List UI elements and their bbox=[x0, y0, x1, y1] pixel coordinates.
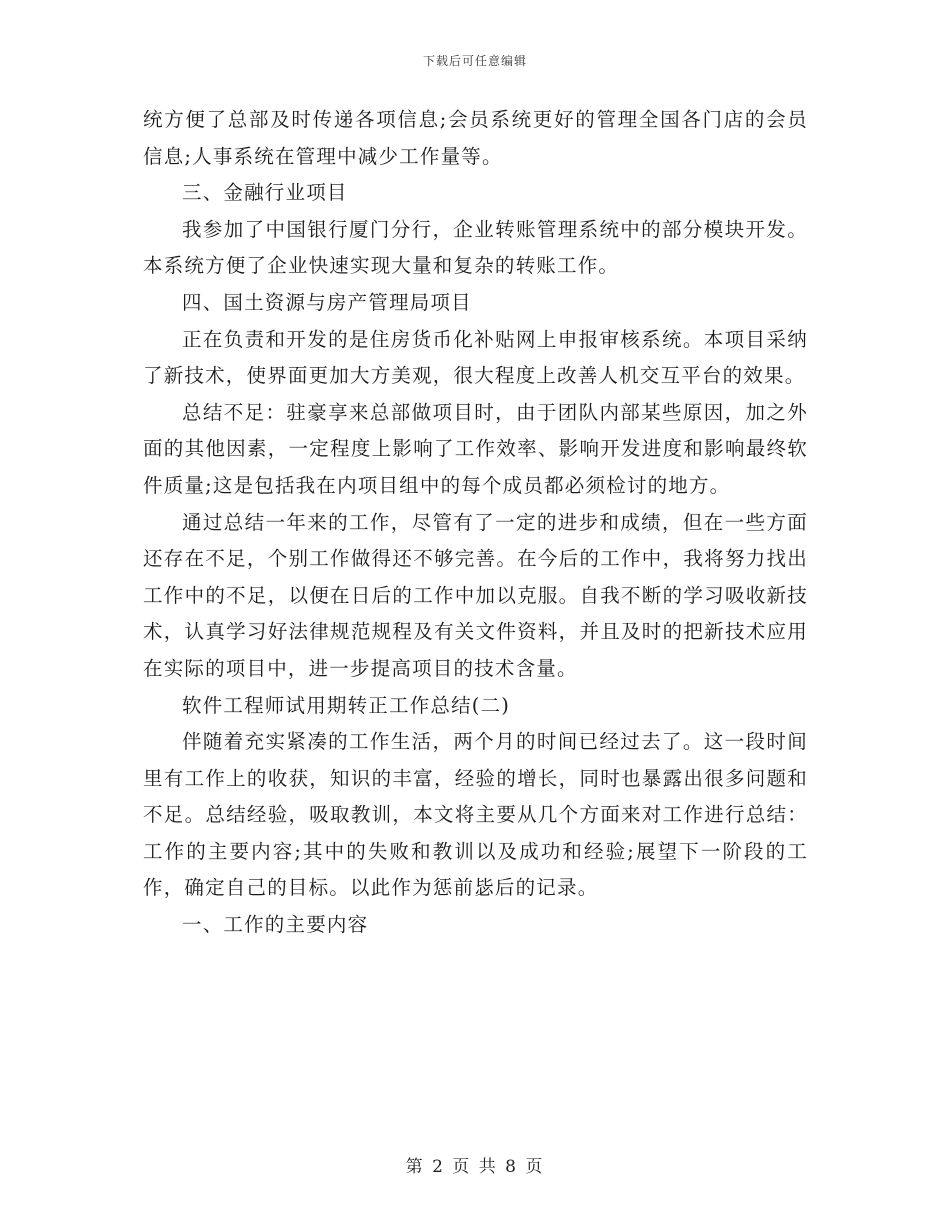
page-number: 第 2 页 共 8 页 bbox=[405, 1157, 545, 1177]
page-header: 下载后可任意编辑 bbox=[422, 54, 527, 68]
paragraph: 通过总结一年来的工作，尽管有了一定的进步和成绩，但在一些方面还存在不足，个别工作做得还不够完善。在今后的工作中，我将努力找出工作中的不足，以便在日后的工作中加以克服。自我不断的学习吸收新技术，认真学习好法律规范规程及有关文件资料，并且及时的把新技术应用在实际的项目中，进一步提高项目的技术含量。 bbox=[143, 510, 808, 680]
paragraph: 伴随着充实紧凑的工作生活，两个月的时间已经过去了。这一段时间里有工作上的收获，知识的丰富，经验的增长，同时也暴露出很多问题和不足。总结经验，吸取教训，本文将主要从几个方面来对工作进行总结：工作的主要内容;其中的失败和教训以及成功和经验;展望下一阶段的工作，确定自己的目标。以此作为惩前毖后的记录。 bbox=[143, 730, 808, 900]
paragraph: 我参加了中国银行厦门分行，企业转账管理系统中的部分模块开发。本系统方便了企业快速实现大量和复杂的转账工作。 bbox=[143, 217, 808, 278]
document-subtitle: 软件工程师试用期转正工作总结(二) bbox=[182, 693, 511, 717]
paragraph: 统方便了总部及时传递各项信息;会员系统更好的管理全国各门店的会员信息;人事系统在管理中减少工作量等。 bbox=[143, 108, 808, 168]
section-heading: 四、国土资源与房产管理局项目 bbox=[182, 290, 472, 314]
section-heading: 一、工作的主要内容 bbox=[182, 913, 369, 937]
section-heading: 三、金融行业项目 bbox=[182, 181, 348, 205]
paragraph: 正在负责和开发的是住房货币化补贴网上申报审核系统。本项目采纳了新技术，使界面更加大方美观，很大程度上改善人机交互平台的效果。 bbox=[143, 327, 808, 388]
paragraph: 总结不足：驻豪享来总部做项目时，由于团队内部某些原因，加之外面的其他因素，一定程度上影响了工作效率、影响开发进度和影响最终软件质量;这是包括我在内项目组中的每个成员都必须检讨的地方。 bbox=[143, 400, 808, 497]
document-body bbox=[143, 102, 808, 944]
